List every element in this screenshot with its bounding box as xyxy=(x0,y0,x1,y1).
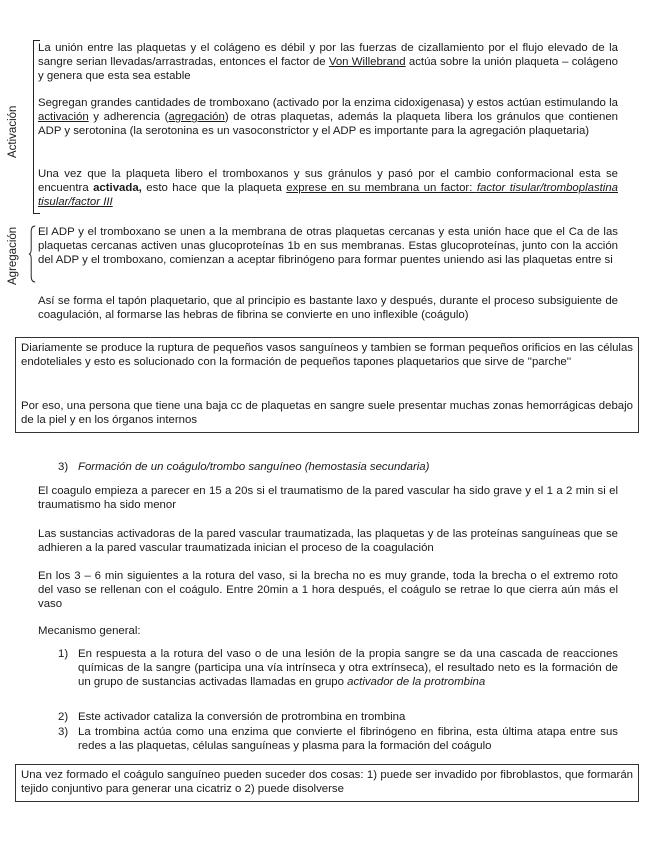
aggregation-paragraph: El ADP y el tromboxano se unen a la membrana de otras plaquetas cercanas y esta unión hace que el Ca de las plaquetas cercanas activen unas glucoproteínas 1b en sus membranas. Estas glucoproteínas, junto con la acción del ADP y el tromboxano, comienzan a aceptar fibrinógeno para formar puentes uniendo asi las plaquetas entre si xyxy=(38,226,618,267)
list-item-1: En respuesta a la rotura del vaso o de una lesión de la propia sangre se da una cascada de reacciones químicas de la sangre (participa una vía intrínseca y otra extrínseca), el resultado neto es la formación de un grupo de sustancias activadas llamadas en grupo activador de la protrombina xyxy=(78,648,618,689)
box2-paragraph: Una vez formado el coágulo sanguíneo pueden suceder dos cosas: 1) puede ser invadido por fibroblastos, que formarán tejido conjuntivo para generar una cicatriz o 2) puede disolverse xyxy=(21,769,633,796)
list-item-3-number: 3) xyxy=(58,726,69,738)
von-willebrand-term: Von Willebrand xyxy=(328,56,406,69)
list-item-1-number: 1) xyxy=(58,648,69,660)
list-item-3: La trombina actúa como una enzima que convierte el fibrinógeno en fibrina, esta última atapa entre sus redes a las plaquetas, células sanguíneas y plasma para la formación del coágulo xyxy=(78,726,618,753)
box1-paragraph-2: Por eso, una persona que tiene una baja cc de plaquetas en sangre suele presentar muchas zonas hemorrágicas debajo de la piel y en los órganos internos xyxy=(21,400,633,427)
activation-side-label: Activación xyxy=(7,105,19,158)
activation-paragraph-2: Segregan grandes cantidades de tromboxano (activado por la enzima cidoxigenasa) y estos actúan estimulando la activación y adherencia (agregación) de otras plaquetas, además la plaqueta libera los gránulos que contienen ADP y serotonina (la serotonina es un vasoconstrictor y el ADP es importante para la agregación plaquetaria) xyxy=(38,97,618,138)
section-3-paragraph-1: El coagulo empieza a parecer en 15 a 20s si el traumatismo de la pared vascular ha sido grave y el 1 a 2 min si el traumatismo ha sido menor xyxy=(38,485,618,512)
list-item-2: Este activador cataliza la conversión de protrombina en trombina xyxy=(78,711,406,723)
activation-paragraph-3: Una vez que la plaqueta libero el tromboxanos y sus gránulos y pasó por el cambio conformacional esta se encuentra activada, esto hace que la plaqueta exprese en su membrana un factor: factor tisular/tromboplastina tisular/factor III xyxy=(38,168,619,209)
aggregation-side-label: Agregación xyxy=(7,226,19,285)
section-3-title: Formación de un coágulo/trombo sanguíneo (hemostasia secundaria) xyxy=(78,461,430,473)
section-3-paragraph-3: En los 3 – 6 min siguientes a la rotura del vaso, si la brecha no es muy grande, toda la brecha o el extremo roto del vaso se rellenan con el coágulo. Entre 20min a 1 hora después, el coágulo se retrae lo que cierra aún más el vaso xyxy=(38,570,618,611)
box1-paragraph-1: Diariamente se produce la ruptura de pequeños vasos sanguíneos y tambien se forman pequeños orificios en las células endoteliales y esto es solucionado con la formación de pequeños tapones plaquetarios que sirve de ''parche'' xyxy=(21,342,633,369)
aggregation-brace xyxy=(28,218,36,290)
section-3-number: 3) xyxy=(58,461,69,473)
activation-paragraph-1: La unión entre las plaquetas y el colágeno es débil y por las fuerzas de cizallamiento por el flujo elevado de la sangre serian llevadas/arrastradas, entonces el factor de Von Willebrand actúa sobre la unión plaqueta – colágeno y genera que esta sea estable xyxy=(38,42,618,83)
list-item-2-number: 2) xyxy=(58,711,69,723)
section-3-paragraph-2: Las sustancias activadoras de la pared vascular traumatizada, las plaquetas y de las proteínas sanguíneas que se adhieren a la pared vascular traumatizada inician el proceso de la coagulación xyxy=(38,528,618,555)
mechanism-title: Mecanismo general: xyxy=(38,625,141,637)
plug-paragraph: Así se forma el tapón plaquetario, que al principio es bastante laxo y después, durante el proceso subsiguiente de coagulación, al formarse las hebras de fibrina se convierte en uno inflexible (coágulo) xyxy=(38,295,618,322)
